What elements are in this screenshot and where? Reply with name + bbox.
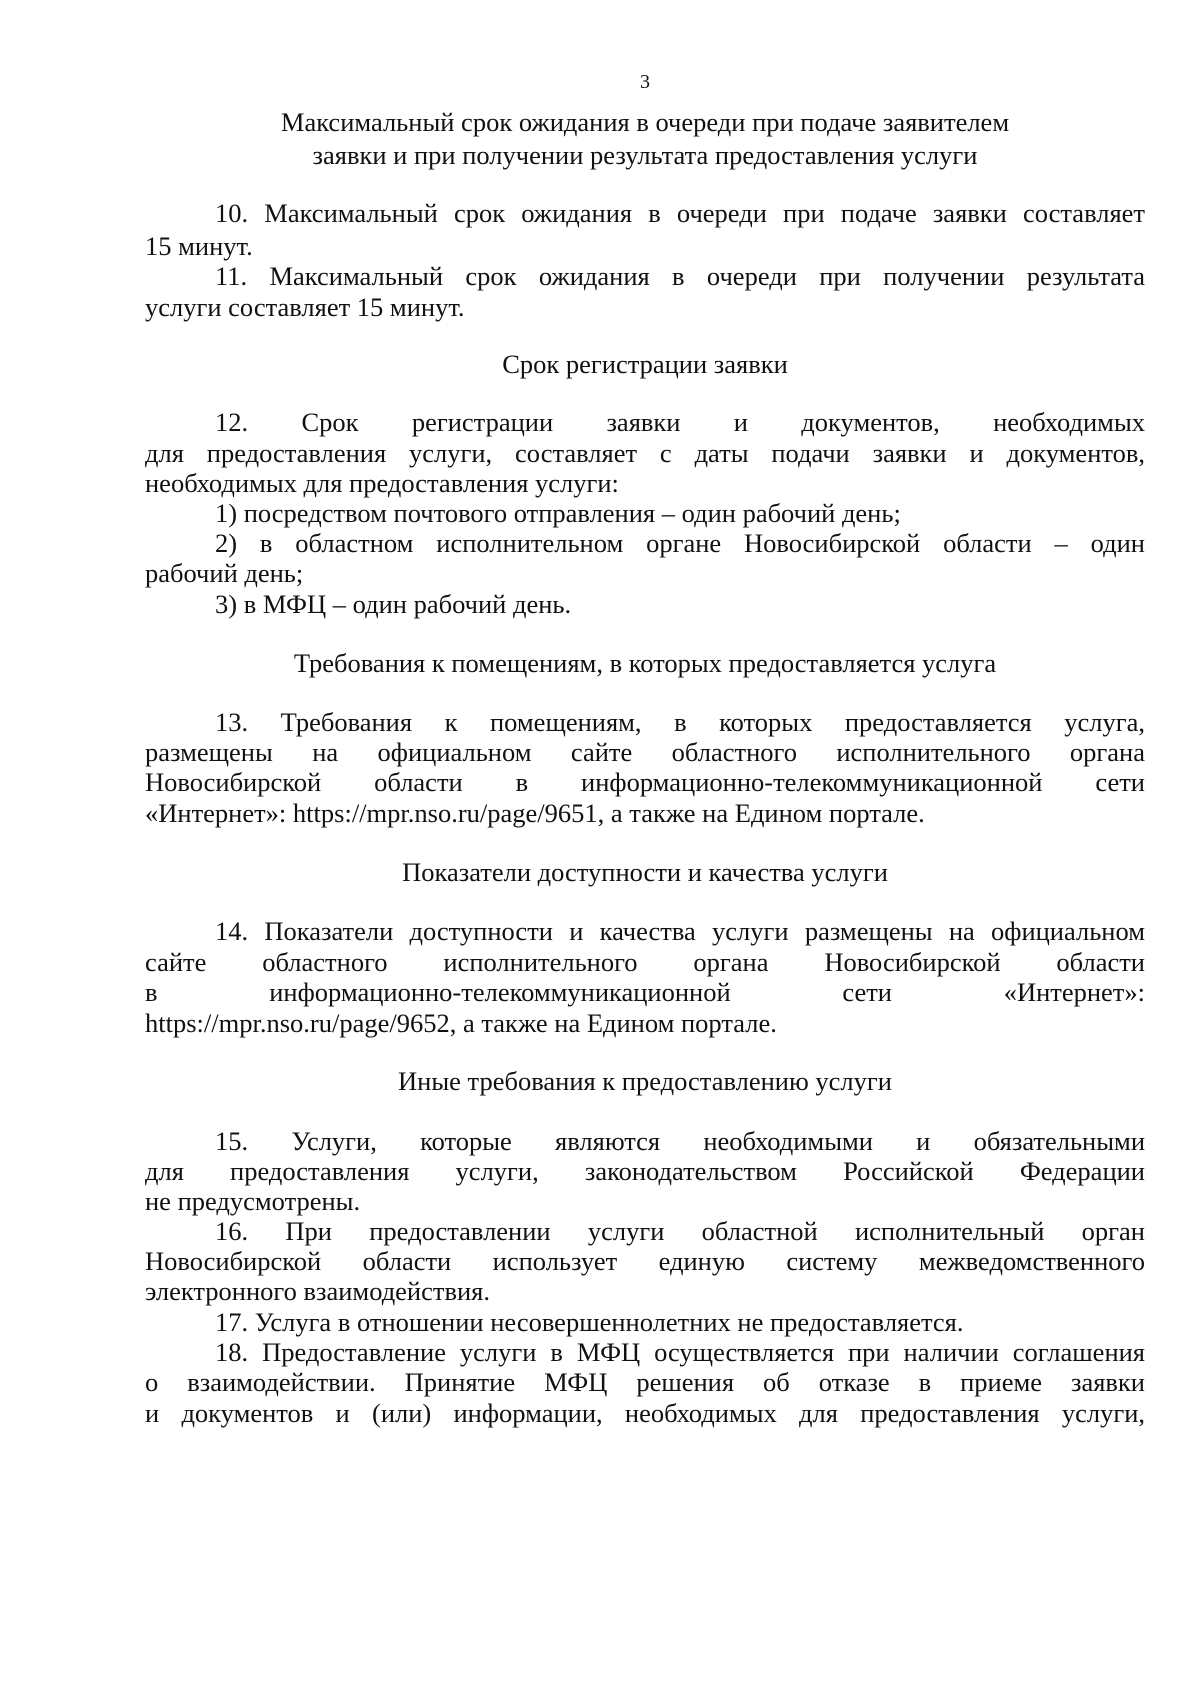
paragraph-line: услуги составляет 15 минут. (145, 292, 465, 322)
page-number: 3 (640, 71, 650, 93)
section-heading (145, 647, 1145, 680)
paragraph-line: 12. Срок регистрации заявки и документов, необходимых (215, 407, 1145, 437)
paragraph-line: 15. Услуги, которые являются необходимыми и обязательными (215, 1126, 1145, 1156)
section-heading (145, 348, 1145, 381)
paragraph-line: 14. Показатели доступности и качества услуги размещены на официальном (215, 916, 1145, 946)
paragraph-line: о взаимодействии. Принятие МФЦ решения об отказе в приеме заявки (145, 1367, 1145, 1397)
heading-line: Максимальный срок ожидания в очереди при подаче заявителем (280, 107, 1010, 137)
paragraph-line: Новосибирской области в информационно-телекоммуникационной сети (145, 767, 1145, 797)
paragraph-line: рабочий день; (145, 558, 304, 588)
heading-line: Иные требования к предоставлению услуги (398, 1066, 892, 1096)
paragraph-line: 15 минут. (145, 231, 253, 261)
paragraph-line: для предоставления услуги, составляет с даты подачи заявки и документов, (145, 438, 1145, 468)
heading-line: Требования к помещениям, в которых предоставляется услуга (293, 648, 997, 678)
paragraph-line: «Интернет»: https://mpr.nso.ru/page/9651, а также на Едином портале. (145, 798, 925, 828)
paragraph-line: электронного взаимодействия. (145, 1276, 490, 1306)
paragraph-line: 10. Максимальный срок ожидания в очереди при подаче заявки составляет (215, 198, 1145, 228)
heading-line: Показатели доступности и качества услуги (402, 857, 888, 887)
paragraph-line: Новосибирской области использует единую систему межведомственного (145, 1246, 1145, 1276)
paragraph-line: 18. Предоставление услуги в МФЦ осуществляется при наличии соглашения (215, 1337, 1145, 1367)
section-heading (145, 856, 1145, 889)
paragraph-line: 17. Услуга в отношении несовершеннолетних не предоставляется. (215, 1307, 964, 1337)
paragraph-line: 1) посредством почтового отправления – один рабочий день; (215, 498, 901, 528)
paragraph-line: и документов и (или) информации, необходимых для предоставления услуги, (145, 1398, 1145, 1428)
paragraph-line: 13. Требования к помещениям, в которых предоставляется услуга, (215, 707, 1145, 737)
paragraph-line: https://mpr.nso.ru/page/9652, а также на Едином портале. (145, 1008, 777, 1038)
paragraph-line: размещены на официальном сайте областного исполнительного органа (145, 737, 1145, 767)
paragraph-line: 3) в МФЦ – один рабочий день. (215, 589, 572, 619)
paragraph-line: 2) в областном исполнительном органе Новосибирской области – один (215, 528, 1145, 558)
paragraph-line: не предусмотрены. (145, 1186, 361, 1216)
paragraph-line: сайте областного исполнительного органа Новосибирской области (145, 947, 1145, 977)
section-heading (145, 106, 1145, 172)
paragraph-line: 11. Максимальный срок ожидания в очереди при получении результата (215, 261, 1145, 291)
heading-line: заявки и при получении результата предоставления услуги (312, 140, 978, 170)
paragraph-line: необходимых для предоставления услуги: (145, 468, 619, 498)
section-heading (145, 1065, 1145, 1098)
paragraph-line: для предоставления услуги, законодательством Российской Федерации (145, 1156, 1145, 1186)
heading-line: Срок регистрации заявки (502, 349, 788, 379)
paragraph-line: 16. При предоставлении услуги областной исполнительный орган (215, 1216, 1145, 1246)
paragraph-line: в информационно-телекоммуникационной сети «Интернет»: (145, 977, 1145, 1007)
